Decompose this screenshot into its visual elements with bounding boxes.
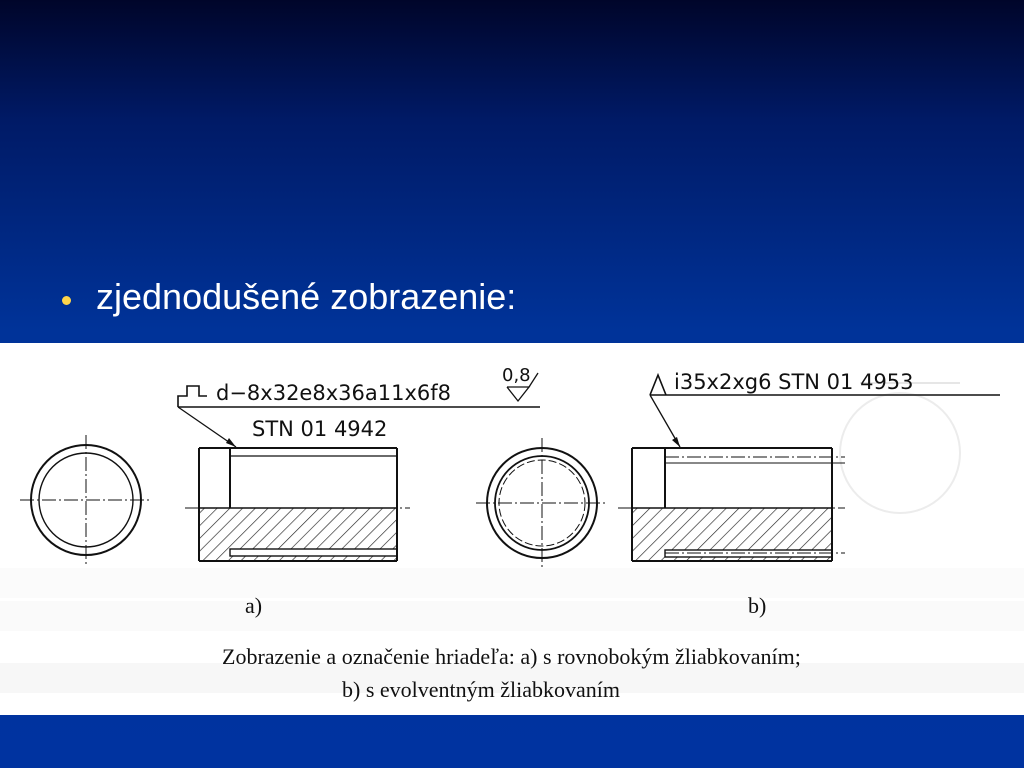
spline-profile-icon	[178, 386, 207, 407]
end-view-a	[20, 435, 152, 565]
involute-profile-icon	[650, 375, 666, 395]
designation-b-text: i35x2xg6 STN 01 4953	[674, 370, 914, 394]
bullet-item	[62, 272, 516, 322]
bullet-dot-icon	[62, 296, 71, 305]
roughness-value: 0,8	[502, 365, 531, 386]
bullet-text: zjednodušené zobrazenie:	[96, 276, 517, 317]
roughness-triangle-icon	[507, 387, 529, 401]
section-view-b	[618, 448, 845, 561]
designation-a	[178, 365, 540, 447]
caption-line-1: Zobrazenie a označenie hriadeľa: a) s rovnobokým žliabkovaním;	[222, 644, 801, 669]
label-b: b)	[748, 593, 767, 618]
caption-line-2: b) s evolventným žliabkovaním	[342, 677, 620, 702]
technical-drawing-figure	[0, 343, 1024, 715]
section-view-a	[185, 448, 410, 561]
drawing-canvas	[0, 343, 1024, 715]
designation-b	[650, 370, 1000, 447]
designation-a-text: d−8x32e8x36a11x6f8	[216, 381, 451, 405]
label-a: a)	[245, 593, 263, 618]
end-view-b	[476, 438, 608, 568]
standard-a-text: STN 01 4942	[252, 417, 388, 441]
